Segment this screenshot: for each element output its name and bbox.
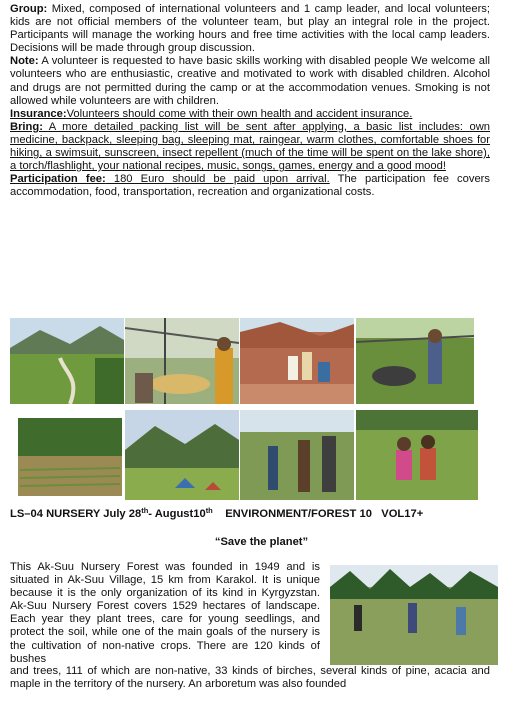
project-date-mid: - August10 [148,508,206,520]
bring-label: Bring: [10,120,43,133]
camp-cooking-photo [356,318,474,404]
fee-label: Participation fee: [10,173,106,186]
tents-valley-photo [125,410,239,500]
planting-trees-photo [330,565,498,665]
bring-text: A more detailed packing list will be sent after applying, a basic list includes: own medicine, backpack, sleeping bag, sleeping mat, raingear, warm clothes, comfortable shoes for hiking, a swimsuit, sunscreen, insect repellent (much of the time will be spent on the lake shore), a torch/flashlight, your national recipes, music, songs, games, energy and a good mood! [10,120,490,173]
group-text: Mixed, composed of international volunteers and 1 camp leader, and local volunteers; kids are not official members of the volunteer team, but play an integral role in the project. Participants will manage the working hours and free time activities with the local camp leaders. Decisions will be made through group discussion. [10,3,490,55]
forest-field-photo [10,410,124,500]
project-description-a: This Ak-Suu Nursery Forest was founded in 1949 and is situated in Ak-Suu Village, 15 km from Karakol. It is unique because it is the only organization of its kind in Kyrgyzstan. Ak-Suu Nursery Forest covers 1529 hectares of landscape. Each year they plant trees, care for young seedlings, and protect the soil, while one of the main goals of the nursery is the cultivation of non-native crops. There are 120 kinds of bushes [10,561,320,665]
project-code-date: LS–04 NURSERY July 28 [10,508,142,520]
red-rocks-group-photo [240,318,354,404]
date-sup-1: th [141,506,149,515]
insurance-label: Insurance: [10,107,67,120]
valley-photo [10,318,124,404]
greenhouse-meal-photo [125,318,239,404]
project-headline [10,504,515,521]
project-vol: VOL17+ [381,508,424,520]
project-description-b: and trees, 111 of which are non-native, 33 kinds of birches, several kinds of pine, acacia and maple in the territory of the nursery. An arboretum was also founded [10,665,490,691]
meadow-friends-photo [356,410,478,500]
insurance-text: Volunteers should come with their own health and accident insurance. [66,107,413,120]
info-section [10,3,490,199]
date-sup-2: th [205,506,213,515]
project-slogan: “Save the planet” [214,536,309,548]
project-category: ENVIRONMENT/FOREST 10 [225,508,372,520]
fee-rest: The participation fee covers accommodation, food, transportation, recreation and organizational costs. [10,173,490,199]
note-text: A volunteer is requested to have basic skills working with disabled people We welcome all volunteers who are enthusiastic, creative and motivated to work with disabled children. Alcohol and drugs are not permitted during the camp or at the accommodation venues. Smoking is not allowed while volunteers are with children. [10,55,490,107]
group-label: Group: [10,3,48,15]
hikers-photo [240,410,354,500]
note-label: Note: [10,55,39,68]
fee-underlined: 180 Euro should be paid upon arrival. [105,173,330,186]
